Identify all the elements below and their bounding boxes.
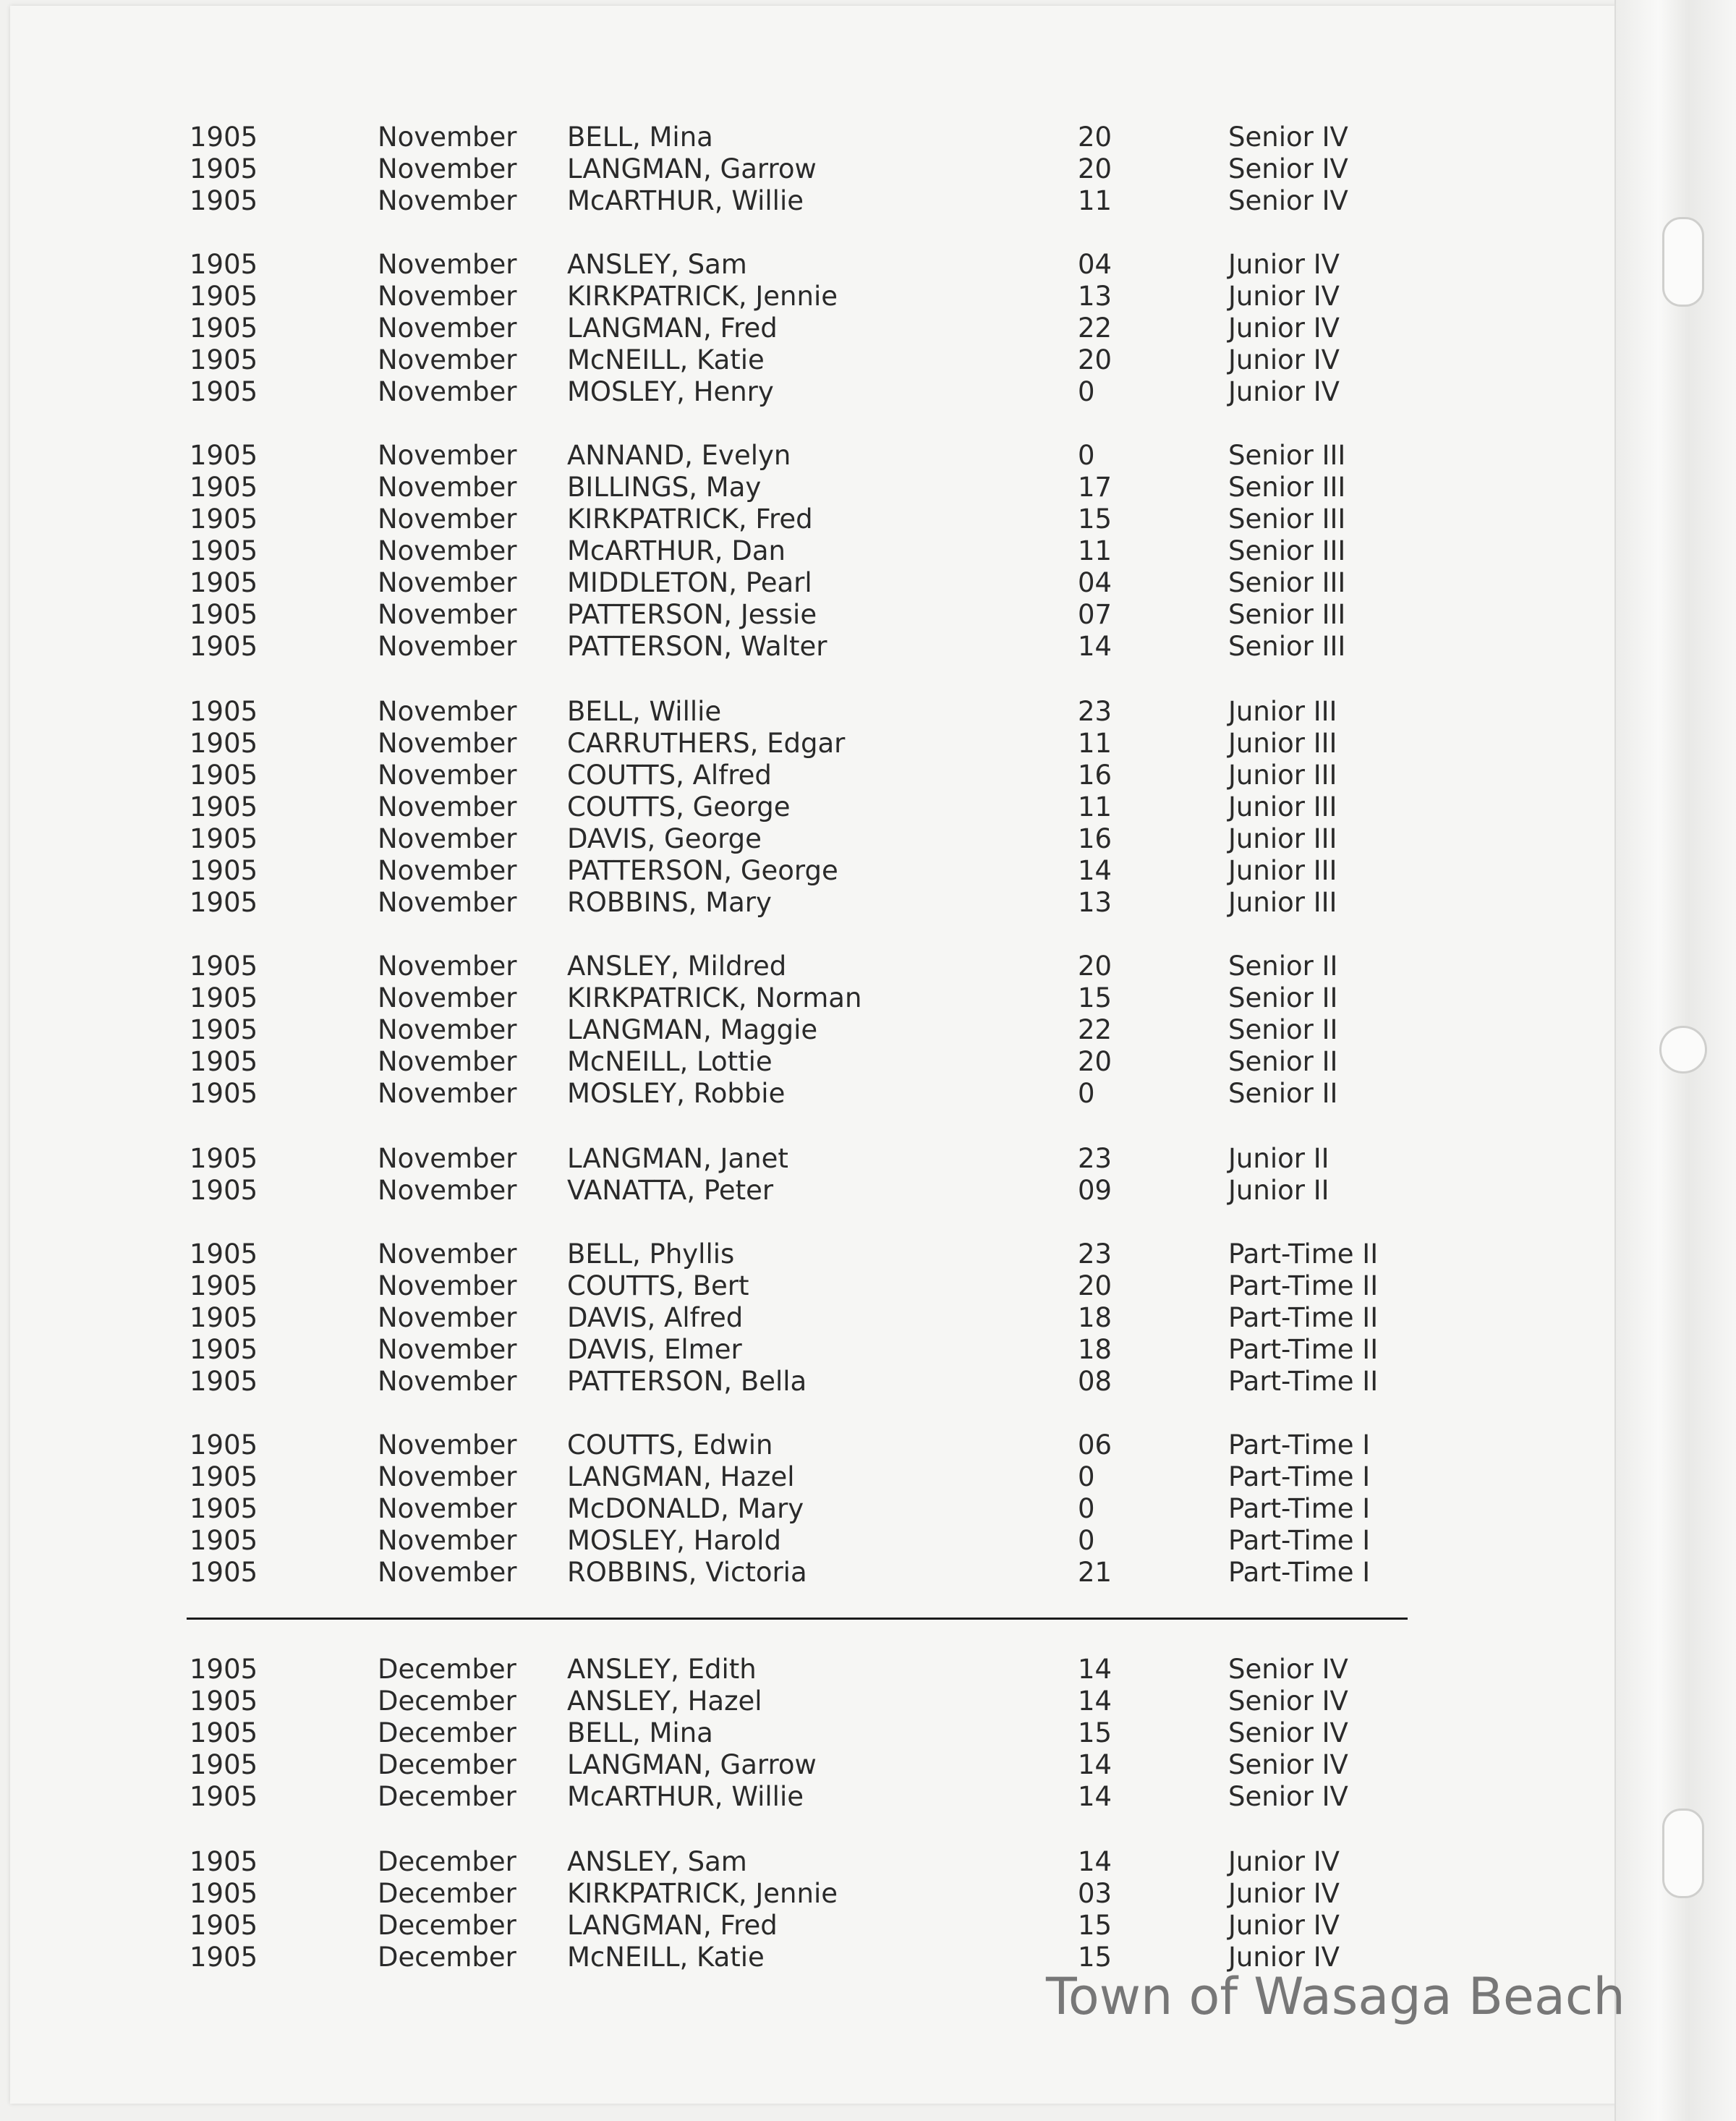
record-value: 14: [1078, 631, 1112, 662]
record-month: November: [378, 153, 517, 184]
record-class: Senior III: [1228, 599, 1346, 630]
record-year: 1905: [190, 728, 258, 759]
record-month: November: [378, 1461, 517, 1492]
record-row: [0, 760, 1736, 791]
record-month: November: [378, 1493, 517, 1524]
record-student-name: MOSLEY, Harold: [567, 1525, 781, 1556]
record-class: Junior IV: [1228, 281, 1340, 312]
record-class: Senior II: [1228, 1046, 1338, 1077]
record-class: Junior IV: [1228, 344, 1340, 375]
record-student-name: MIDDLETON, Pearl: [567, 567, 812, 598]
record-value: 14: [1078, 1781, 1112, 1812]
record-value: 11: [1078, 791, 1112, 823]
record-month: November: [378, 1175, 517, 1206]
record-student-name: BELL, Willie: [567, 696, 722, 727]
record-year: 1905: [190, 631, 258, 662]
record-class: Junior II: [1228, 1143, 1329, 1174]
record-student-name: McARTHUR, Willie: [567, 1781, 804, 1812]
record-month: November: [378, 344, 517, 375]
record-month: November: [378, 1270, 517, 1301]
record-row: [0, 281, 1736, 313]
record-year: 1905: [190, 1143, 258, 1174]
record-class: Senior II: [1228, 1078, 1338, 1109]
record-year: 1905: [190, 823, 258, 854]
record-value: 20: [1078, 1270, 1112, 1301]
record-month: November: [378, 535, 517, 566]
record-student-name: KIRKPATRICK, Jennie: [567, 281, 838, 312]
record-class: Junior III: [1228, 887, 1337, 918]
record-year: 1905: [190, 1270, 258, 1301]
record-year: 1905: [190, 982, 258, 1013]
record-student-name: ANSLEY, Mildred: [567, 951, 787, 982]
record-value: 06: [1078, 1429, 1112, 1461]
record-value: 14: [1078, 1654, 1112, 1685]
record-row: [0, 249, 1736, 281]
record-row: [0, 599, 1736, 631]
record-row: [0, 503, 1736, 535]
record-month: November: [378, 281, 517, 312]
record-row: [0, 1557, 1736, 1589]
record-value: 21: [1078, 1557, 1112, 1588]
record-class: Part-Time I: [1228, 1461, 1371, 1492]
record-student-name: COUTTS, Edwin: [567, 1429, 773, 1461]
record-month: December: [378, 1749, 516, 1780]
record-year: 1905: [190, 281, 258, 312]
record-class: Junior IV: [1228, 313, 1340, 344]
record-month: November: [378, 631, 517, 662]
record-row: [0, 982, 1736, 1014]
record-value: 0: [1078, 1078, 1095, 1109]
record-year: 1905: [190, 1654, 258, 1685]
record-value: 03: [1078, 1878, 1112, 1909]
record-class: Senior IV: [1228, 1717, 1348, 1748]
record-student-name: McARTHUR, Dan: [567, 535, 786, 566]
record-student-name: KIRKPATRICK, Norman: [567, 982, 862, 1013]
record-month: December: [378, 1717, 516, 1748]
record-student-name: BILLINGS, May: [567, 472, 762, 503]
record-row: [0, 440, 1736, 472]
record-student-name: MOSLEY, Robbie: [567, 1078, 786, 1109]
record-row: [0, 1717, 1736, 1749]
record-student-name: LANGMAN, Janet: [567, 1143, 788, 1174]
record-student-name: ANSLEY, Sam: [567, 249, 747, 280]
record-month: November: [378, 982, 517, 1013]
record-row: [0, 376, 1736, 408]
record-class: Part-Time II: [1228, 1270, 1379, 1301]
record-value: 18: [1078, 1302, 1112, 1333]
record-row: [0, 1781, 1736, 1813]
record-class: Senior IV: [1228, 1749, 1348, 1780]
record-value: 09: [1078, 1175, 1112, 1206]
record-month: November: [378, 1429, 517, 1461]
record-year: 1905: [190, 951, 258, 982]
record-month: December: [378, 1686, 516, 1717]
record-year: 1905: [190, 1781, 258, 1812]
record-year: 1905: [190, 122, 258, 153]
record-row: [0, 1461, 1736, 1493]
record-row: [0, 1493, 1736, 1525]
record-class: Senior II: [1228, 1014, 1338, 1045]
record-year: 1905: [190, 791, 258, 823]
record-year: 1905: [190, 855, 258, 886]
record-student-name: MOSLEY, Henry: [567, 376, 774, 407]
record-value: 20: [1078, 122, 1112, 153]
record-row: [0, 344, 1736, 376]
record-class: Junior III: [1228, 728, 1337, 759]
record-year: 1905: [190, 1429, 258, 1461]
record-value: 15: [1078, 1942, 1112, 1973]
record-class: Junior IV: [1228, 1910, 1340, 1941]
record-student-name: LANGMAN, Garrow: [567, 153, 817, 184]
record-year: 1905: [190, 1175, 258, 1206]
record-year: 1905: [190, 185, 258, 216]
record-class: Part-Time II: [1228, 1238, 1379, 1270]
record-value: 08: [1078, 1366, 1112, 1397]
record-year: 1905: [190, 1493, 258, 1524]
record-row: [0, 887, 1736, 919]
record-month: November: [378, 1143, 517, 1174]
record-class: Senior II: [1228, 951, 1338, 982]
record-student-name: KIRKPATRICK, Fred: [567, 503, 813, 535]
record-row: [0, 1686, 1736, 1717]
record-class: Senior IV: [1228, 122, 1348, 153]
record-class: Senior III: [1228, 535, 1346, 566]
record-month: November: [378, 1334, 517, 1365]
record-month: December: [378, 1942, 516, 1973]
record-month: December: [378, 1781, 516, 1812]
record-student-name: CARRUTHERS, Edgar: [567, 728, 846, 759]
record-month: November: [378, 855, 517, 886]
record-value: 15: [1078, 982, 1112, 1013]
record-year: 1905: [190, 313, 258, 344]
record-month: November: [378, 1557, 517, 1588]
record-year: 1905: [190, 472, 258, 503]
record-student-name: McNEILL, Katie: [567, 344, 765, 375]
record-value: 11: [1078, 728, 1112, 759]
record-value: 20: [1078, 1046, 1112, 1077]
record-student-name: PATTERSON, Bella: [567, 1366, 807, 1397]
watermark-text: Town of Wasaga Beach: [1046, 1967, 1625, 2026]
record-class: Junior IV: [1228, 1942, 1340, 1973]
record-month: November: [378, 122, 517, 153]
record-class: Part-Time II: [1228, 1334, 1379, 1365]
record-year: 1905: [190, 599, 258, 630]
record-student-name: McDONALD, Mary: [567, 1493, 804, 1524]
record-class: Part-Time I: [1228, 1557, 1371, 1588]
record-class: Senior III: [1228, 567, 1346, 598]
record-value: 13: [1078, 887, 1112, 918]
record-value: 22: [1078, 1014, 1112, 1045]
record-student-name: COUTTS, Bert: [567, 1270, 749, 1301]
record-row: [0, 1429, 1736, 1461]
record-year: 1905: [190, 760, 258, 791]
record-month: November: [378, 313, 517, 344]
record-year: 1905: [190, 1749, 258, 1780]
record-value: 14: [1078, 1749, 1112, 1780]
record-row: [0, 1654, 1736, 1686]
record-month: November: [378, 1366, 517, 1397]
record-class: Part-Time I: [1228, 1525, 1371, 1556]
record-value: 15: [1078, 503, 1112, 535]
record-year: 1905: [190, 1878, 258, 1909]
record-year: 1905: [190, 1366, 258, 1397]
month-separator-line: [187, 1618, 1408, 1620]
record-year: 1905: [190, 1461, 258, 1492]
record-month: November: [378, 503, 517, 535]
record-year: 1905: [190, 1014, 258, 1045]
record-month: November: [378, 887, 517, 918]
record-row: [0, 1525, 1736, 1557]
record-value: 04: [1078, 249, 1112, 280]
record-row: [0, 855, 1736, 887]
record-value: 15: [1078, 1717, 1112, 1748]
record-month: November: [378, 1014, 517, 1045]
record-year: 1905: [190, 1717, 258, 1748]
record-row: [0, 535, 1736, 567]
record-year: 1905: [190, 1078, 258, 1109]
record-month: November: [378, 440, 517, 471]
record-year: 1905: [190, 153, 258, 184]
record-month: November: [378, 185, 517, 216]
record-student-name: LANGMAN, Hazel: [567, 1461, 795, 1492]
record-value: 22: [1078, 313, 1112, 344]
record-row: [0, 122, 1736, 153]
record-class: Junior III: [1228, 791, 1337, 823]
record-month: November: [378, 728, 517, 759]
record-student-name: McNEILL, Katie: [567, 1942, 765, 1973]
record-month: November: [378, 599, 517, 630]
record-value: 20: [1078, 951, 1112, 982]
record-value: 14: [1078, 1686, 1112, 1717]
record-year: 1905: [190, 1846, 258, 1877]
record-class: Senior IV: [1228, 1654, 1348, 1685]
record-row: [0, 1175, 1736, 1207]
record-year: 1905: [190, 1910, 258, 1941]
record-class: Senior IV: [1228, 153, 1348, 184]
record-row: [0, 153, 1736, 185]
record-class: Part-Time I: [1228, 1429, 1371, 1461]
record-row: [0, 1846, 1736, 1878]
record-student-name: LANGMAN, Maggie: [567, 1014, 818, 1045]
record-value: 04: [1078, 567, 1112, 598]
record-row: [0, 823, 1736, 855]
record-value: 14: [1078, 855, 1112, 886]
record-month: December: [378, 1654, 516, 1685]
record-year: 1905: [190, 887, 258, 918]
record-student-name: PATTERSON, Walter: [567, 631, 827, 662]
record-value: 0: [1078, 1493, 1095, 1524]
record-row: [0, 1302, 1736, 1334]
record-student-name: COUTTS, George: [567, 791, 791, 823]
record-value: 20: [1078, 153, 1112, 184]
record-student-name: DAVIS, George: [567, 823, 762, 854]
record-month: November: [378, 567, 517, 598]
record-month: November: [378, 1078, 517, 1109]
record-month: November: [378, 376, 517, 407]
record-year: 1905: [190, 1302, 258, 1333]
record-student-name: PATTERSON, Jessie: [567, 599, 817, 630]
record-month: November: [378, 1238, 517, 1270]
record-month: November: [378, 791, 517, 823]
record-year: 1905: [190, 344, 258, 375]
record-value: 0: [1078, 1461, 1095, 1492]
record-year: 1905: [190, 1557, 258, 1588]
record-class: Junior III: [1228, 696, 1337, 727]
record-row: [0, 1238, 1736, 1270]
record-year: 1905: [190, 440, 258, 471]
record-year: 1905: [190, 1334, 258, 1365]
record-year: 1905: [190, 1525, 258, 1556]
record-year: 1905: [190, 1238, 258, 1270]
record-student-name: BELL, Mina: [567, 122, 713, 153]
record-class: Junior III: [1228, 823, 1337, 854]
record-row: [0, 696, 1736, 728]
record-student-name: BELL, Mina: [567, 1717, 713, 1748]
record-month: November: [378, 1302, 517, 1333]
record-row: [0, 185, 1736, 217]
record-value: 0: [1078, 1525, 1095, 1556]
record-month: December: [378, 1878, 516, 1909]
record-month: November: [378, 1525, 517, 1556]
record-row: [0, 472, 1736, 503]
record-class: Senior IV: [1228, 1686, 1348, 1717]
record-class: Senior III: [1228, 503, 1346, 535]
record-class: Junior IV: [1228, 1878, 1340, 1909]
record-class: Junior IV: [1228, 376, 1340, 407]
record-student-name: ANSLEY, Sam: [567, 1846, 747, 1877]
record-month: November: [378, 472, 517, 503]
record-value: 11: [1078, 185, 1112, 216]
record-value: 16: [1078, 823, 1112, 854]
record-class: Part-Time I: [1228, 1493, 1371, 1524]
record-row: [0, 1366, 1736, 1398]
record-row: [0, 313, 1736, 344]
record-month: December: [378, 1846, 516, 1877]
record-row: [0, 1046, 1736, 1078]
record-class: Senior III: [1228, 440, 1346, 471]
record-year: 1905: [190, 376, 258, 407]
record-student-name: DAVIS, Alfred: [567, 1302, 744, 1333]
record-month: November: [378, 951, 517, 982]
record-student-name: ROBBINS, Mary: [567, 887, 772, 918]
record-class: Junior III: [1228, 760, 1337, 791]
record-class: Part-Time II: [1228, 1366, 1379, 1397]
record-value: 15: [1078, 1910, 1112, 1941]
record-student-name: KIRKPATRICK, Jennie: [567, 1878, 838, 1909]
record-row: [0, 1270, 1736, 1302]
record-class: Senior III: [1228, 631, 1346, 662]
record-month: November: [378, 249, 517, 280]
record-class: Junior IV: [1228, 249, 1340, 280]
record-class: Senior IV: [1228, 1781, 1348, 1812]
record-student-name: ANSLEY, Edith: [567, 1654, 757, 1685]
record-row: [0, 1749, 1736, 1781]
record-student-name: McNEILL, Lottie: [567, 1046, 773, 1077]
record-student-name: LANGMAN, Fred: [567, 313, 778, 344]
record-student-name: ANNAND, Evelyn: [567, 440, 791, 471]
record-year: 1905: [190, 1046, 258, 1077]
record-value: 0: [1078, 376, 1095, 407]
record-row: [0, 1910, 1736, 1942]
record-value: 23: [1078, 1238, 1112, 1270]
record-year: 1905: [190, 1686, 258, 1717]
record-month: November: [378, 1046, 517, 1077]
record-month: November: [378, 696, 517, 727]
record-value: 23: [1078, 696, 1112, 727]
record-student-name: VANATTA, Peter: [567, 1175, 774, 1206]
record-student-name: LANGMAN, Garrow: [567, 1749, 817, 1780]
record-year: 1905: [190, 535, 258, 566]
record-month: December: [378, 1910, 516, 1941]
record-row: [0, 791, 1736, 823]
record-student-name: COUTTS, Alfred: [567, 760, 772, 791]
record-student-name: ROBBINS, Victoria: [567, 1557, 807, 1588]
record-class: Junior IV: [1228, 1846, 1340, 1877]
record-value: 11: [1078, 535, 1112, 566]
record-student-name: BELL, Phyllis: [567, 1238, 735, 1270]
record-month: November: [378, 760, 517, 791]
record-value: 13: [1078, 281, 1112, 312]
record-row: [0, 951, 1736, 982]
record-row: [0, 1078, 1736, 1110]
record-class: Part-Time II: [1228, 1302, 1379, 1333]
record-row: [0, 1014, 1736, 1046]
record-value: 07: [1078, 599, 1112, 630]
record-class: Senior II: [1228, 982, 1338, 1013]
record-row: [0, 567, 1736, 599]
record-class: Junior III: [1228, 855, 1337, 886]
record-value: 18: [1078, 1334, 1112, 1365]
record-year: 1905: [190, 1942, 258, 1973]
record-month: November: [378, 823, 517, 854]
record-value: 14: [1078, 1846, 1112, 1877]
record-class: Senior IV: [1228, 185, 1348, 216]
record-class: Junior II: [1228, 1175, 1329, 1206]
record-row: [0, 728, 1736, 760]
record-value: 16: [1078, 760, 1112, 791]
record-student-name: ANSLEY, Hazel: [567, 1686, 762, 1717]
record-row: [0, 631, 1736, 663]
record-year: 1905: [190, 696, 258, 727]
record-value: 23: [1078, 1143, 1112, 1174]
record-year: 1905: [190, 567, 258, 598]
record-row: [0, 1334, 1736, 1366]
record-student-name: LANGMAN, Fred: [567, 1910, 778, 1941]
record-value: 20: [1078, 344, 1112, 375]
record-row: [0, 1878, 1736, 1910]
record-year: 1905: [190, 249, 258, 280]
record-year: 1905: [190, 503, 258, 535]
record-value: 17: [1078, 472, 1112, 503]
record-row: [0, 1143, 1736, 1175]
record-student-name: McARTHUR, Willie: [567, 185, 804, 216]
record-class: Senior III: [1228, 472, 1346, 503]
record-value: 0: [1078, 440, 1095, 471]
record-student-name: PATTERSON, George: [567, 855, 838, 886]
record-student-name: DAVIS, Elmer: [567, 1334, 742, 1365]
